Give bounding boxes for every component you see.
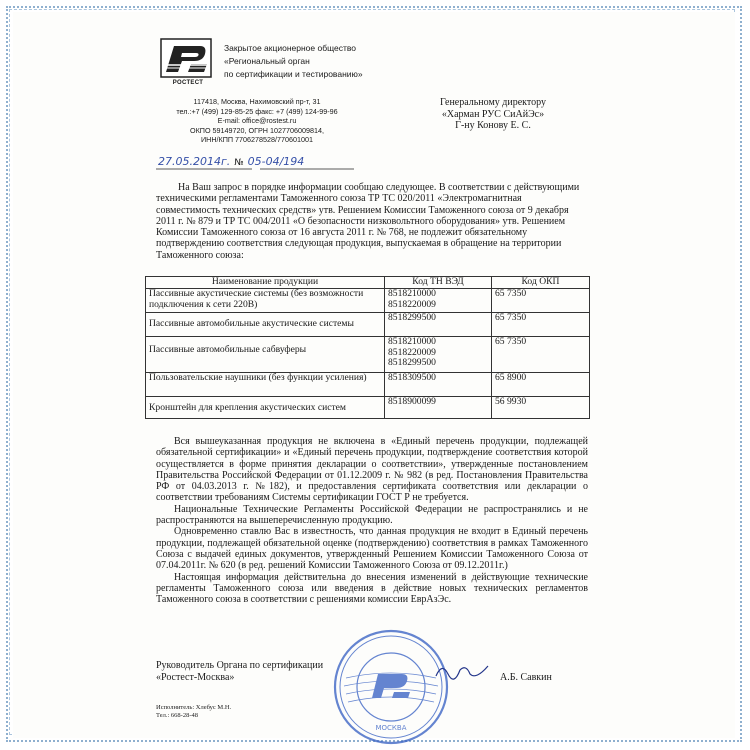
- table-row: [146, 288, 590, 312]
- paragraph-eurasian-list: Одновременно ставлю Вас в известность, что данная продукция не входит в Единый перечень продукции, подлежащей обязательной оценке (подтверждению) соответствия в рамках Таможенного Союза с выдачей единых документов, утвержденный Решением Комиссии Таможенного Союза от 07.04.2011г. № 620 (в ред. решений Комиссии Таможенного Союза от 09.12.2011г.): [156, 526, 588, 572]
- contact-block: [156, 97, 358, 145]
- cell-tnved: [385, 312, 492, 336]
- cell-tnved: [385, 288, 492, 312]
- signatory-title-line: Руководитель Органа по сертификации: [156, 660, 324, 671]
- contact-okpo: ОКПО 59149720, ОГРН 1027706009814,: [190, 125, 324, 135]
- tnved-code: 8518220009: [388, 298, 436, 310]
- contact-phone: тел.:+7 (499) 129-85-25 факс: +7 (499) 124-99-96: [176, 106, 338, 116]
- tnved-code: 8518210000: [388, 287, 436, 299]
- org-line: по сертификации и тестированию»: [224, 69, 363, 79]
- signatory-title: [156, 660, 323, 683]
- header-cell-name: Наименование продукции: [146, 277, 385, 289]
- contact-address: 117418, Москва, Нахимовский пр-т, 31: [193, 97, 321, 106]
- signatory-title-line: «Ростест-Москва»: [156, 671, 235, 683]
- official-stamp: [332, 628, 450, 746]
- paragraph-not-included: Вся вышеуказанная продукция не включена в «Единый перечень продукции, подлежащей обязательной сертификации» и «Единый перечень продукции, подтверждение соответствия которой осуществляется в форме принятия декларации о соответствии», утвержденные постановлением Правительства Российской Федерации от 01.12.2009 г. № 982 (в ред. Постановления Правительства РФ от 04.03.2013 г. №182), и предоставления сертификата соответствия или декларации о соответствии требованиям Системы сертификации ГОСТ Р не требуется.: [156, 436, 588, 504]
- contact-email: E-mail: office@rostest.ru: [217, 116, 297, 125]
- signatory-name: А.Б. Савкин: [500, 672, 552, 683]
- header-cell-okp: Код ОКП: [492, 277, 590, 289]
- handwritten-signature: [432, 660, 492, 682]
- tnved-code: 8518309500: [388, 371, 436, 383]
- handwritten-number: 05-04/194: [247, 155, 305, 168]
- products-table: [145, 276, 590, 419]
- product-name-text: Кронштейн для крепления акустических систем: [149, 401, 346, 413]
- rostest-logo: [160, 38, 212, 78]
- date-underline: [156, 168, 356, 172]
- cell-okp: 56 9930: [492, 396, 590, 418]
- cell-product-name: [146, 312, 385, 336]
- tnved-code: 8518900099: [388, 395, 436, 407]
- outgoing-reference: [158, 155, 304, 168]
- cell-okp: 65 7350: [492, 312, 590, 336]
- executor-name: Исполнитель: Хлебус М.Н.: [156, 704, 232, 711]
- header-cell-tnved: Код ТН ВЭД: [385, 277, 492, 289]
- table-row: [146, 372, 590, 396]
- number-sign: №: [234, 158, 244, 168]
- addressee-line: Генеральному директору: [439, 97, 547, 108]
- logo-caption: РОСТЕСТ: [172, 80, 204, 86]
- table-header-row: [146, 277, 590, 289]
- cell-product-name: [146, 336, 385, 372]
- table-row: [146, 312, 590, 336]
- addressee-block: [418, 97, 568, 132]
- executor-block: [156, 704, 231, 720]
- cell-okp: 65 7350: [492, 336, 590, 372]
- cell-okp: 65 8900: [492, 372, 590, 396]
- cell-product-name: Пассивные акустические системы (без возможности подключения к сети 220В): [146, 288, 385, 312]
- paragraph-national-regulations: Национальные Технические Регламенты Российской Федерации не распространялись и не распространяются на вышеперечисленную продукцию.: [156, 503, 588, 527]
- table-row: [146, 336, 590, 372]
- table-row: [146, 396, 590, 418]
- organization-name: [224, 42, 363, 81]
- body-paragraphs: [156, 436, 588, 605]
- contact-inn: ИНН/КПП 7706278528/770601001: [200, 135, 313, 144]
- cell-tnved: [385, 372, 492, 396]
- intro-paragraph: На Ваш запрос в порядке информации сообщаю следующее. В соответствии с действующими техническими регламентами Таможенного союза ТР ТС 020/2011 «Электромагнитная совместимость технических средств» утв. Решением Комиссии Таможенного союза от 9 декабря 2011 г. № 879 и ТР ТС 004/2011 «О безопасности низковольтного оборудования» утв. Решением Комиссии Таможенного союза от 16 августа 2011 г. № 768, не подлежит обязательному подтверждению соответствия следующая продукция, выпускаемая в обращение на территории Таможенного союза:: [156, 182, 580, 261]
- stamp-city-text: МОСКВА: [375, 724, 407, 732]
- cell-tnved: [385, 336, 492, 372]
- org-line: Закрытое акционерное общество: [224, 43, 356, 53]
- paragraph-validity: Настоящая информация действительна до внесения изменений в действующие технические регламенты Таможенного союза или введения в действие новых технических регламентов Таможенного союза в соответствии с решениями комиссии ЕврАзЭс.: [156, 571, 588, 606]
- executor-phone: Тел.: 668-28-48: [156, 712, 198, 719]
- handwritten-date: 27.05.2014г.: [158, 155, 231, 168]
- product-name-text: Пассивные автомобильные акустические системы: [149, 317, 354, 329]
- cell-product-name: [146, 396, 385, 418]
- tnved-code: 8518210000: [388, 335, 436, 347]
- tnved-code: 8518299500: [388, 357, 436, 369]
- cell-tnved: [385, 396, 492, 418]
- addressee-line: «Харман РУС СиАйЭс»: [441, 108, 545, 120]
- tnved-code: 8518299500: [388, 311, 436, 323]
- tnved-code: 8518220009: [388, 346, 436, 358]
- org-line: «Региональный орган: [224, 56, 310, 66]
- addressee-line: Г-ну Конову Е. С.: [455, 120, 531, 131]
- product-name-text: Пассивные автомобильные сабвуферы: [149, 343, 307, 355]
- cell-okp: 65 7350: [492, 288, 590, 312]
- cell-product-name: Пользовательские наушники (без функции усиления): [146, 372, 385, 396]
